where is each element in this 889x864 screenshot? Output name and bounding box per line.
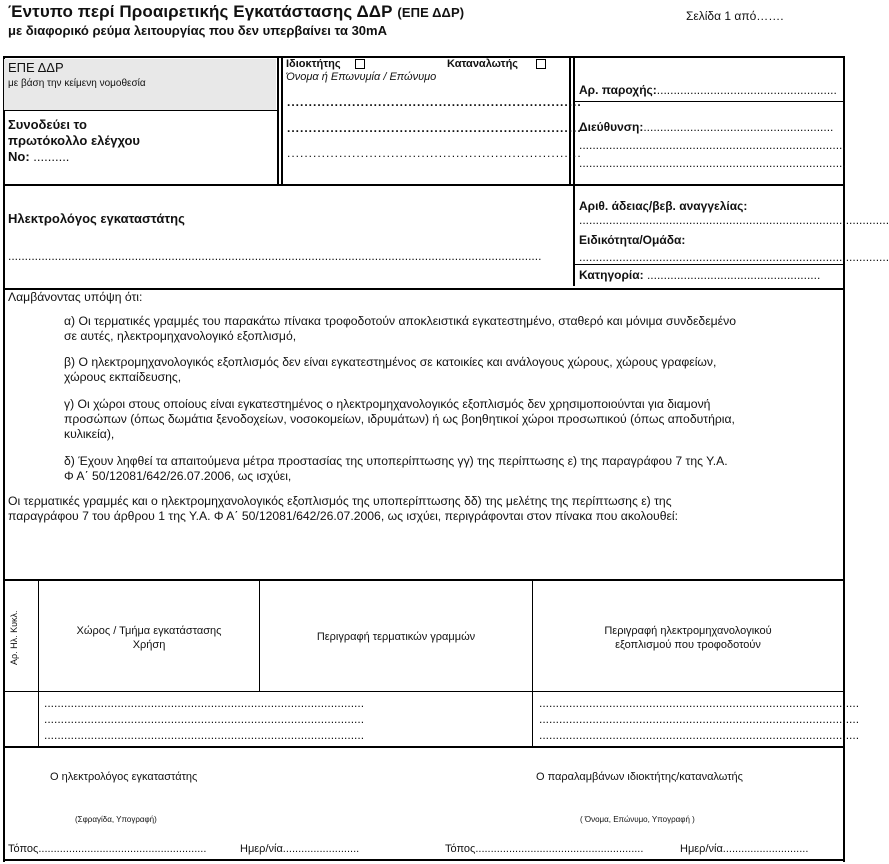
name-field-1[interactable]: .................................................................... [287, 95, 582, 109]
address-row [579, 120, 841, 134]
condition-c-line1: γ) Οι χώροι στους οποίους είναι εγκατεστημένος ο ηλεκτρομηχανολογικός εξοπλισμός δεν χρησιμοποιούνται για διαμονή [64, 397, 711, 411]
legislation-label: με βάση την κείμενη νομοθεσία [8, 78, 146, 89]
date-right-field[interactable]: Ημερ/νία............................ [680, 843, 809, 855]
category-field[interactable]: .................................................... [646, 268, 821, 282]
condition-c-line3: κυλικεία), [64, 427, 115, 441]
place-right-field[interactable]: Τόπος....................................................... [445, 843, 644, 855]
space-header [40, 624, 258, 652]
electrician-name-field[interactable]: ................................................................................................................................................................ [8, 249, 542, 263]
condition-a [64, 314, 839, 344]
electrician-signature-label: Ο ηλεκτρολόγος εγκαταστάτης [50, 771, 198, 783]
page-number: Σελίδα 1 από……. [686, 9, 784, 23]
category-row [579, 268, 841, 282]
table-bottom [3, 746, 845, 748]
frame-top [3, 56, 845, 58]
date-left-field[interactable]: Ημερ/νία......................... [240, 843, 360, 855]
table-top [3, 579, 845, 581]
supply-number-label: Αρ. παροχής: [579, 83, 657, 97]
divider [3, 184, 845, 186]
table-row[interactable]: ................................................................................................ [539, 712, 860, 726]
condition-c [64, 397, 839, 442]
divider [575, 264, 843, 265]
owner-label: Ιδιοκτήτης [286, 58, 341, 70]
supply-number-row [579, 83, 841, 97]
category-label: Κατηγορία: [579, 268, 644, 282]
accompanies-line2: πρωτόκολλο ελέγχου [8, 133, 140, 148]
consumer-checkbox[interactable] [536, 59, 546, 69]
table-col-divider [38, 580, 39, 747]
condition-a-line1: α) Οι τερματικές γραμμές του παρακάτω πίνακα τροφοδοτούν αποκλειστικά εγκατεστημένο, σταθερό και μόνιμα συνδεδεμένο [64, 314, 736, 328]
receiver-signature-note: ( Όνομα, Επώνυμο, Υπογραφή ) [580, 815, 695, 824]
specialty-label: Ειδικότητα/Ομάδα: [579, 233, 686, 247]
licence-label: Αριθ. άδειας/βεβ. αναγγελίας: [579, 199, 748, 213]
licence-field[interactable]: ............................................................................................. [579, 213, 889, 227]
table-row[interactable]: ................................................................................................ [539, 728, 860, 742]
space-header-line2: Χρήση [132, 639, 166, 651]
condition-d-line2: Φ Α΄ 50/12081/642/26.07.2006, ως ισχύει, [64, 469, 292, 483]
consumer-label: Καταναλωτής [447, 58, 519, 70]
form-title-abbrev: (ΕΠΕ ΔΔΡ) [397, 5, 465, 20]
consumer-option[interactable] [447, 58, 546, 70]
address-field-2[interactable]: ................................................................................ [579, 138, 846, 152]
table-row[interactable]: ................................................................................................ [44, 712, 365, 726]
form-title-text: Έντυπο περί Προαιρετικής Εγκατάστασης ΔΔΡ [8, 2, 393, 21]
address-field[interactable]: ......................................................... [643, 120, 834, 134]
address-label: Διεύθυνση: [579, 120, 644, 134]
form-subtitle: με διαφορικό ρεύμα λειτουργίας που δεν υπερβαίνει τα 30mA [8, 23, 387, 38]
table-header-bottom [4, 691, 844, 692]
owner-checkbox[interactable] [355, 59, 365, 69]
form-title [8, 2, 464, 22]
receiver-signature-label: Ο παραλαμβάνων ιδιοκτήτης/καταναλωτής [536, 771, 743, 783]
place-left-field[interactable]: Τόπος....................................................... [8, 843, 207, 855]
lines-header: Περιγραφή τερματικών γραμμών [316, 631, 476, 643]
table-row[interactable]: ................................................................................................ [44, 728, 365, 742]
name-field-2[interactable]: .................................................................... [287, 121, 582, 135]
condition-b [64, 355, 839, 385]
number-field[interactable]: .......... [33, 149, 70, 164]
name-field-3[interactable]: .................................................................... [287, 146, 582, 160]
table-row[interactable]: ................................................................................................ [539, 696, 860, 710]
divider [575, 101, 843, 102]
condition-a-line2: σε αυτές, ηλεκτρομηχανολογικό εξοπλισμό, [64, 329, 297, 343]
condition-b-line1: β) Ο ηλεκτρομηχανολογικός εξοπλισμός δεν είναι εγκατεστημένος σε κατοικίες και ανάλογους χώρους, χώρους γραφείων, [64, 355, 717, 369]
table-col-divider [259, 580, 260, 692]
electrician-signature-note: (Σφραγίδα, Υπογραφή) [75, 815, 157, 824]
divider [281, 56, 283, 185]
accompanies-label [8, 117, 140, 165]
divider [4, 110, 278, 111]
frame-left [3, 56, 5, 862]
electrician-label: Ηλεκτρολόγος εγκαταστάτης [8, 211, 185, 226]
accompanies-line1: Συνοδεύει το [8, 117, 87, 132]
closing-line2: παραγράφου 7 του άρθρου 1 της Υ.Α. Φ Α΄ 50/12081/642/26.07.2006, ως ισχύει, περιγράφονται στον πίνακα που ακολουθεί: [8, 509, 678, 523]
condition-b-line2: χώρους εκπαίδευσης, [64, 370, 182, 384]
code-label: ΕΠΕ ΔΔΡ [8, 60, 64, 75]
space-header-line1: Χώρος / Τμήμα εγκατάστασης [76, 625, 222, 637]
number-label: Νο: [8, 149, 30, 164]
equipment-header [534, 624, 842, 652]
name-label: Όνομα ή Επωνυμία / Επώνυμο [286, 71, 437, 83]
specialty-field[interactable]: ............................................................................................. [579, 250, 889, 264]
supply-number-field[interactable]: ...................................................... [656, 83, 837, 97]
circuit-number-header: Αρ. Ηλ. Κυκλ. [9, 610, 19, 665]
equipment-header-line1: Περιγραφή ηλεκτρομηχανολογικού [604, 625, 772, 637]
table-row[interactable]: ................................................................................................ [44, 696, 365, 710]
condition-c-line2: προσώπων (όπως δωμάτια ξενοδοχείων, νοσοκομείων, ιδρυμάτων) ή ως βοηθητικοί χώροι προσωπικού (όπως αποδυτήρια, [64, 412, 735, 426]
conditions-closing [8, 494, 843, 524]
address-field-3[interactable]: ................................................................................ [579, 156, 846, 170]
condition-d-line1: δ) Έχουν ληφθεί τα απαιτούμενα μέτρα προστασίας της υποπερίπτωσης γγ) της περίπτωσης ε) της παραγράφου 7 της Υ.Α. [64, 454, 728, 468]
frame-bottom [3, 859, 845, 861]
table-col-divider [532, 580, 533, 747]
divider [277, 56, 279, 185]
closing-line1: Οι τερματικές γραμμές και ο ηλεκτρομηχανολογικός εξοπλισμός της υποπερίπτωσης δδ) της μελέτης της περίπτωσης ε) της [8, 494, 672, 508]
condition-d [64, 454, 839, 484]
owner-option[interactable] [286, 58, 365, 70]
conditions-intro: Λαμβάνοντας υπόψη ότι: [8, 290, 143, 304]
divider [573, 56, 575, 286]
equipment-header-line2: εξοπλισμού που τροφοδοτούν [615, 639, 761, 651]
